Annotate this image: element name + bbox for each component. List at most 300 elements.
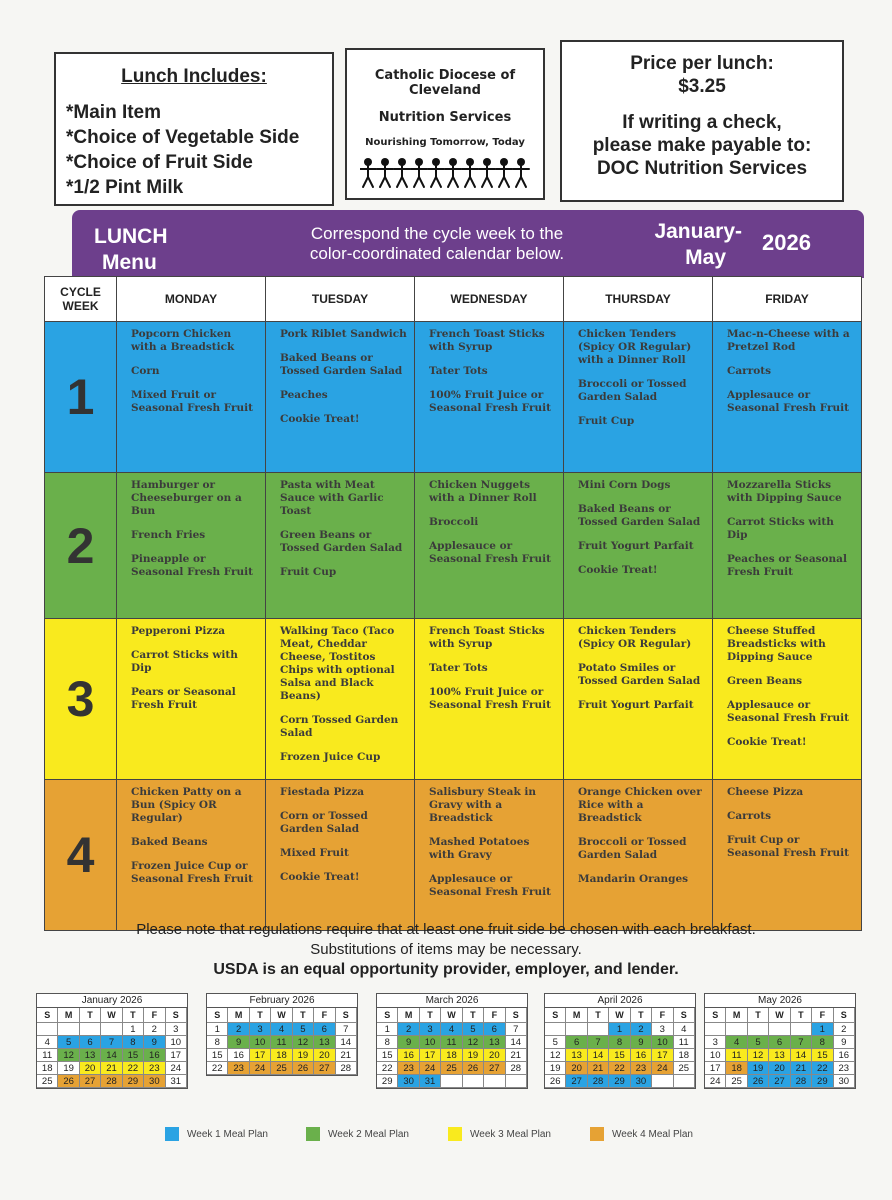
calendar-day: 3 [652,1023,673,1036]
calendar-day: 18 [271,1049,292,1062]
calendar-day: 1 [609,1023,630,1036]
calendar-day [748,1023,769,1036]
notes [0,920,892,980]
lunch-includes-box [54,52,334,206]
calendar-day: 18 [441,1049,462,1062]
legend-label: Week 4 Meal Plan [612,1128,693,1140]
calendar-day: 29 [609,1075,630,1088]
calendar-day: 5 [748,1036,769,1049]
calendar-day: 25 [37,1075,58,1088]
calendar-day: 23 [398,1062,419,1075]
calendar-day: 5 [545,1036,566,1049]
menu-cell [713,322,862,473]
menu-item: French Fries [131,529,206,541]
calendar-day: 12 [545,1049,566,1062]
menu-item: Fruit Cup [578,415,635,427]
calendar-day: 9 [398,1036,419,1049]
menu-item: Frozen Juice Cup [280,751,381,763]
month-calendar [704,993,856,1089]
menu-item: Chicken Nuggets with a Dinner Roll [429,479,537,504]
calendar-day: 13 [314,1036,335,1049]
menu-item: Orange Chicken over Rice with a Breadstick [578,786,702,824]
instructions-line: Correspond the cycle week to the [310,224,564,243]
calendar-day: 22 [377,1062,398,1075]
menu-item: Applesauce or Seasonal Fresh Fruit [429,540,552,565]
calendar-day: 15 [377,1049,398,1062]
price-label: Price per lunch: [630,53,774,74]
menu-cell [564,473,713,619]
calendar-day: 25 [271,1062,292,1075]
menu-item: Frozen Juice Cup or Seasonal Fresh Fruit [131,860,254,885]
menu-item: Potato Smiles or Tossed Garden Salad [578,662,701,687]
calendar-day: 8 [812,1036,833,1049]
calendar-title: February 2026 [207,994,357,1008]
header-thursday: THURSDAY [564,277,713,322]
calendar-day: 23 [144,1062,165,1075]
includes-title: Lunch Includes: [121,66,267,87]
calendar-day [791,1023,812,1036]
calendar-day: 8 [609,1036,630,1049]
calendar-day: 15 [812,1049,833,1062]
calendar-day: 27 [314,1062,335,1075]
includes-item: *Choice of Fruit Side [66,152,253,173]
menu-item: Cookie Treat! [280,413,360,425]
calendar-day: 17 [250,1049,271,1062]
calendar-day: 11 [271,1036,292,1049]
usda-statement: USDA is an equal opportunity provider, employer, and lender. [213,961,679,978]
calendar-day: 11 [674,1036,695,1049]
calendar-day: 18 [37,1062,58,1075]
calendar-day: 27 [566,1075,587,1088]
day-header: M [398,1008,419,1023]
menu-item: Broccoli or Tossed Garden Salad [578,836,687,861]
calendar-day: 13 [566,1049,587,1062]
menu-cell [266,473,415,619]
day-header: T [463,1008,484,1023]
header-friday: FRIDAY [713,277,862,322]
menu-item: Walking Taco (Taco Meat, Cheddar Cheese, Tostitos Chips with optional Salsa and Black Beans) [280,625,395,702]
calendar-day: 21 [506,1049,527,1062]
calendar-day: 26 [58,1075,79,1088]
calendar-day: 5 [58,1036,79,1049]
calendar-day: 30 [398,1075,419,1088]
calendar-day: 4 [441,1023,462,1036]
menu-item: Carrot Sticks with Dip [131,649,238,674]
calendar-day: 20 [314,1049,335,1062]
day-header: S [37,1008,58,1023]
calendar-day: 10 [420,1036,441,1049]
menu-item: Mac-n-Cheese with a Pretzel Rod [727,328,850,353]
menu-item: French Toast Sticks with Syrup [429,625,545,650]
calendar-day: 19 [545,1062,566,1075]
menu-cell [266,619,415,780]
calendar-day [545,1023,566,1036]
day-header: T [748,1008,769,1023]
calendar-day: 3 [420,1023,441,1036]
menu-cell [564,322,713,473]
calendar-day: 27 [769,1075,790,1088]
menu-item: Fruit Cup [280,566,337,578]
day-header: M [726,1008,747,1023]
banner-title [94,224,168,276]
calendar-day: 25 [726,1075,747,1088]
menu-item: Carrots [727,810,771,822]
calendar-day: 4 [271,1023,292,1036]
menu-item: Carrots [727,365,771,377]
calendar-day: 13 [80,1049,101,1062]
calendar-title: March 2026 [377,994,527,1008]
menu-item: Mixed Fruit or Seasonal Fresh Fruit [131,389,254,414]
calendar-day: 10 [166,1036,187,1049]
check-payee: DOC Nutrition Services [596,158,808,179]
menu-cell [415,473,564,619]
calendar-day: 20 [484,1049,505,1062]
calendar-day [705,1023,726,1036]
legend-label: Week 3 Meal Plan [470,1128,551,1140]
calendar-day: 26 [545,1075,566,1088]
calendar-day: 20 [769,1062,790,1075]
calendar-day: 29 [377,1075,398,1088]
day-header: W [609,1008,630,1023]
banner-title-line: LUNCH [94,225,168,248]
calendar-day: 30 [631,1075,652,1088]
menu-cell [117,322,266,473]
calendar-day: 14 [101,1049,122,1062]
calendar-day [566,1023,587,1036]
calendar-day: 21 [588,1062,609,1075]
day-header: S [336,1008,357,1023]
legend-swatch [165,1127,179,1141]
menu-item: Mandarin Oranges [578,873,689,885]
calendar-day: 16 [834,1049,855,1062]
calendar-day [506,1075,527,1088]
legend-item [306,1127,409,1141]
calendar-day: 22 [812,1062,833,1075]
calendar-day: 14 [336,1036,357,1049]
calendar-day: 8 [123,1036,144,1049]
menu-item: Applesauce or Seasonal Fresh Fruit [429,873,552,898]
calendar-day: 17 [705,1062,726,1075]
calendar-day [769,1023,790,1036]
calendar-day: 24 [166,1062,187,1075]
calendar-day: 6 [80,1036,101,1049]
menu-item: Carrot Sticks with Dip [727,516,834,541]
menu-item: Chicken Tenders (Spicy OR Regular) with a Dinner Roll [578,328,692,366]
calendar-day: 10 [250,1036,271,1049]
calendar-title: April 2026 [545,994,695,1008]
calendar-day: 18 [726,1062,747,1075]
menu-item: Mixed Fruit [280,847,349,859]
menu-cell [713,619,862,780]
menu-item: Tater Tots [429,662,488,674]
calendar-day: 28 [101,1075,122,1088]
calendar-day: 12 [463,1036,484,1049]
calendar-day: 9 [144,1036,165,1049]
calendar-day: 23 [834,1062,855,1075]
banner-months [632,219,742,271]
day-header: S [506,1008,527,1023]
day-header: T [123,1008,144,1023]
calendar-day: 1 [123,1023,144,1036]
menu-item: Fruit Cup or Seasonal Fresh Fruit [727,834,850,859]
calendar-day: 26 [463,1062,484,1075]
calendar-day [652,1075,673,1088]
menu-item: Applesauce or Seasonal Fresh Fruit [727,389,850,414]
day-header: M [566,1008,587,1023]
calendar-day [80,1023,101,1036]
calendar-day: 23 [631,1062,652,1075]
menu-item: Hamburger or Cheeseburger on a Bun [131,479,242,517]
menu-cell [415,322,564,473]
calendar-day [674,1075,695,1088]
calendar-day: 2 [398,1023,419,1036]
calendar-day: 1 [207,1023,228,1036]
children-chain-icon [347,156,543,197]
calendar-day: 30 [834,1075,855,1088]
week-number: 2 [45,473,117,619]
calendar-day: 7 [336,1023,357,1036]
calendar-day: 27 [484,1062,505,1075]
day-header: F [652,1008,673,1023]
day-header: T [631,1008,652,1023]
month-calendar [544,993,696,1089]
calendar-day: 19 [293,1049,314,1062]
calendar-day [58,1023,79,1036]
month-calendar [36,993,188,1089]
calendar-day: 6 [314,1023,335,1036]
calendar-day: 17 [420,1049,441,1062]
menu-item: Fruit Yogurt Parfait [578,699,694,711]
calendar-day: 7 [101,1036,122,1049]
menu-cell [117,780,266,931]
menu-item: Applesauce or Seasonal Fresh Fruit [727,699,850,724]
banner-instructions [302,224,572,264]
menu-item: Broccoli or Tossed Garden Salad [578,378,687,403]
menu-cell [713,473,862,619]
menu-item: Chicken Tenders (Spicy OR Regular) [578,625,692,650]
menu-cell [266,780,415,931]
header-tuesday: TUESDAY [266,277,415,322]
calendar-day [726,1023,747,1036]
calendar-day: 7 [588,1036,609,1049]
calendar-day: 2 [631,1023,652,1036]
header-wednesday: WEDNESDAY [415,277,564,322]
legend-label: Week 2 Meal Plan [328,1128,409,1140]
legend-swatch [590,1127,604,1141]
calendar-day [588,1023,609,1036]
day-header: S [705,1008,726,1023]
legend-swatch [306,1127,320,1141]
calendar-day: 9 [228,1036,249,1049]
calendar-day: 15 [207,1049,228,1062]
calendar-day: 19 [748,1062,769,1075]
menu-item: Cheese Stuffed Breadsticks with Dipping Sauce [727,625,826,663]
calendar-day: 12 [58,1049,79,1062]
menu-cell [266,322,415,473]
banner-title-line: Menu [102,251,157,274]
calendar-day [463,1075,484,1088]
menu-item: Fiestada Pizza [280,786,365,798]
header-cycle-week: CYCLE WEEK [45,277,117,322]
menu-item: French Toast Sticks with Syrup [429,328,545,353]
legend-item [590,1127,693,1141]
day-header: T [791,1008,812,1023]
day-header: F [144,1008,165,1023]
day-header: S [674,1008,695,1023]
calendar-day: 7 [791,1036,812,1049]
day-header: S [545,1008,566,1023]
month-line: May [685,246,726,269]
calendar-day [37,1023,58,1036]
menu-cell [564,780,713,931]
menu-item: Cheese Pizza [727,786,804,798]
menu-item: Green Beans or Tossed Garden Salad [280,529,403,554]
legend-item [165,1127,268,1141]
calendar-day: 27 [80,1075,101,1088]
menu-item: Peaches [280,389,328,401]
calendar-day: 8 [207,1036,228,1049]
calendar-day: 24 [652,1062,673,1075]
menu-item: Corn [131,365,160,377]
day-header: W [101,1008,122,1023]
calendar-day: 18 [674,1049,695,1062]
week-row [45,473,862,619]
menu-item: 100% Fruit Juice or Seasonal Fresh Fruit [429,686,552,711]
check-note: If writing a check, [622,112,782,133]
calendar-day: 31 [420,1075,441,1088]
calendar-day: 11 [37,1049,58,1062]
calendar-day: 9 [834,1036,855,1049]
calendar-day: 13 [484,1036,505,1049]
calendar-day: 16 [398,1049,419,1062]
calendar-day: 15 [123,1049,144,1062]
day-header: S [207,1008,228,1023]
menu-item: Cookie Treat! [578,564,658,576]
calendar-day: 29 [123,1075,144,1088]
menu-item: Pepperoni Pizza [131,625,226,637]
calendar-day: 20 [80,1062,101,1075]
menu-item: Peaches or Seasonal Fresh Fruit [727,553,847,578]
week-number: 3 [45,619,117,780]
menu-item: Mini Corn Dogs [578,479,671,491]
calendar-day: 25 [441,1062,462,1075]
calendar-day: 12 [293,1036,314,1049]
day-header: F [812,1008,833,1023]
menu-banner [72,210,864,278]
menu-item: Mashed Potatoes with Gravy [429,836,530,861]
menu-item: Popcorn Chicken with a Breadstick [131,328,235,353]
day-header: M [58,1008,79,1023]
menu-cell [415,619,564,780]
calendar-day: 28 [588,1075,609,1088]
calendar-day: 16 [144,1049,165,1062]
calendar-day: 19 [58,1062,79,1075]
menu-item: Fruit Yogurt Parfait [578,540,694,552]
day-header: T [420,1008,441,1023]
calendar-day: 6 [769,1036,790,1049]
price-value: $3.25 [678,76,726,97]
calendar-day [441,1075,462,1088]
menu-item: 100% Fruit Juice or Seasonal Fresh Fruit [429,389,552,414]
month-line: January- [654,220,742,243]
calendar-day: 11 [726,1049,747,1062]
menu-item: Salisbury Steak in Gravy with a Breadstick [429,786,537,824]
week-row [45,322,862,473]
calendar-day: 4 [37,1036,58,1049]
legend-label: Week 1 Meal Plan [187,1128,268,1140]
includes-item: *Main Item [66,102,162,123]
calendar-day: 4 [726,1036,747,1049]
menu-item: Corn Tossed Garden Salad [280,714,399,739]
menu-item: Chicken Patty on a Bun (Spicy OR Regular) [131,786,242,824]
calendar-day: 26 [293,1062,314,1075]
day-header: F [314,1008,335,1023]
menu-item: Tater Tots [429,365,488,377]
diocese-logo-box [345,48,545,200]
calendar-day: 10 [705,1049,726,1062]
org-department: Nutrition Services [378,110,512,125]
calendar-day: 16 [631,1049,652,1062]
calendar-day: 28 [506,1062,527,1075]
menu-item: Pineapple or Seasonal Fresh Fruit [131,553,254,578]
menu-item: Pork Riblet Sandwich [280,328,407,340]
calendar-day: 9 [631,1036,652,1049]
calendar-day: 5 [293,1023,314,1036]
calendar-day: 26 [748,1075,769,1088]
week-number: 4 [45,780,117,931]
menu-item: Baked Beans [131,836,208,848]
calendar-day: 31 [166,1075,187,1088]
calendar-day: 24 [250,1062,271,1075]
calendar-day: 14 [791,1049,812,1062]
substitution-note: Substitutions of items may be necessary. [310,941,582,958]
calendar-day: 4 [674,1023,695,1036]
calendar-day: 17 [166,1049,187,1062]
calendar-day: 3 [166,1023,187,1036]
menu-table [44,276,862,931]
day-header: W [441,1008,462,1023]
day-header: S [834,1008,855,1023]
calendar-day: 6 [566,1036,587,1049]
day-header: T [250,1008,271,1023]
day-header: S [166,1008,187,1023]
menu-cell [117,473,266,619]
banner-year: 2026 [762,230,811,255]
calendar-day: 5 [463,1023,484,1036]
calendar-day: 1 [377,1023,398,1036]
price-box [560,40,844,202]
menu-item: Pears or Seasonal Fresh Fruit [131,686,236,711]
calendar-day: 2 [144,1023,165,1036]
calendar-day: 15 [609,1049,630,1062]
calendar-day [484,1075,505,1088]
calendar-day: 20 [566,1062,587,1075]
menu-item: Baked Beans or Tossed Garden Salad [280,352,403,377]
calendar-day: 6 [484,1023,505,1036]
menu-item: Green Beans [727,675,803,687]
calendar-day: 16 [228,1049,249,1062]
day-header: W [769,1008,790,1023]
week-number: 1 [45,322,117,473]
menu-item: Baked Beans or Tossed Garden Salad [578,503,701,528]
legend-item [448,1127,551,1141]
calendar-day: 11 [441,1036,462,1049]
menu-cell [713,780,862,931]
calendar-day: 30 [144,1075,165,1088]
menu-cell [564,619,713,780]
calendar-day: 8 [377,1036,398,1049]
calendar-day: 29 [812,1075,833,1088]
